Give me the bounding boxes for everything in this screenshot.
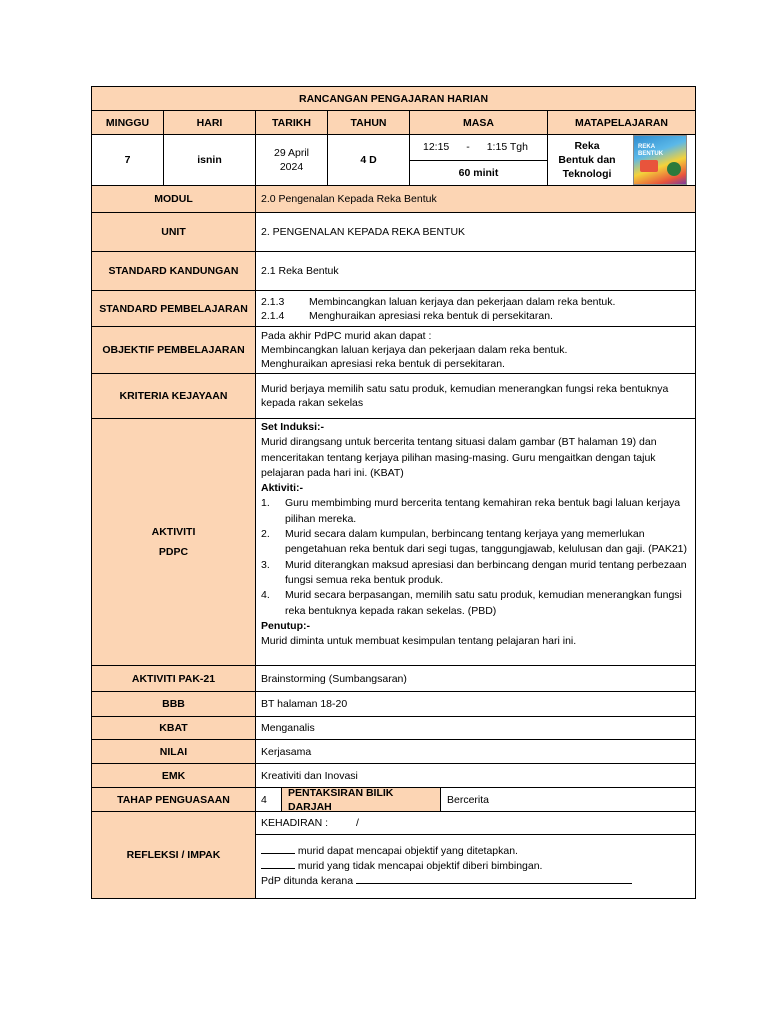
sp-item-code: 2.1.3 [261,295,285,308]
masa-dash: - [466,141,470,154]
row-nilai [92,740,696,764]
aktiviti-heading: Aktiviti:- [261,482,303,495]
kbat-value: Menganalis [256,717,696,740]
tahun-value: 4 D [328,135,410,186]
penutup-text: Murid diminta untuk membuat kesimpulan tentang pelajaran hari ini. [261,635,577,648]
step-number: 3. [261,558,270,571]
bbb-value: BT halaman 18-20 [256,692,696,717]
set-induksi-text: Murid dirangsang untuk bercerita tentang situasi dalam gambar (BT halaman 19) dan menceritakan tentang kerjaya pilihan masing-masing. Guru mengaitkan dengan tajuk pelajaran pada hari ini. (KBAT) [261,436,657,479]
modul-value: 2.0 Pengenalan Kepada Reka Bentuk [256,186,696,213]
row-standard-pembelajaran [92,291,696,327]
refleksi-line2 [261,859,690,874]
refleksi-line1 [261,844,690,859]
step-text: Guru membimbing murd bercerita tentang kemahiran reka bentuk bagi laluan kerjaya pilihan mereka. [285,497,681,525]
info-row-top [92,135,696,161]
kehadiran-slash: / [355,817,359,829]
sp-item-text: Membincangkan laluan kerjaya dan pekerjaan dalam reka bentuk. [309,295,616,308]
tarikh-value [256,135,328,186]
row-kriteria [92,374,696,419]
standard-kandungan-value: 2.1 Reka Bentuk [256,252,696,291]
aktiviti-label-line1: AKTIVITI [151,526,196,538]
objektif-line2: Membincangkan laluan kerjaya dan pekerjaan dalam reka bentuk. [261,344,568,356]
objektif-label: OBJEKTIF PEMBELAJARAN [92,327,256,374]
header-minggu: MINGGU [92,111,164,135]
header-hari: HARI [164,111,256,135]
row-standard-kandungan [92,252,696,291]
kriteria-label: KRITERIA KEJAYAAN [92,374,256,419]
refleksi-label: REFLEKSI / IMPAK [92,812,256,899]
sp-item-code: 2.1.4 [261,309,285,322]
step-text: Murid secara dalam kumpulan, berbincang tentang kerjaya yang memerlukan pengetahuan reka bentuk dari segi tugas, tanggungjawab, kelulusan dan gaji. (PAK21) [285,528,688,556]
aktiviti-label-line2: PDPC [158,546,189,558]
bbb-label: BBB [92,692,256,717]
refleksi-line3-text: PdP ditunda kerana [261,875,354,887]
page-title: RANCANGAN PENGAJARAN HARIAN [92,87,696,111]
sp-item-text: Menghuraikan apresiasi reka bentuk di persekitaran. [309,309,553,322]
masa-duration: 60 minit [410,160,548,186]
step-number: 1. [261,497,270,510]
row-aktiviti [92,419,696,666]
refleksi-notes [256,835,696,899]
refleksi-line2-text: murid yang tidak mencapai objektif diberi bimbingan. [297,860,543,872]
masa-time-cell [410,135,548,161]
refleksi-line3 [261,874,690,889]
row-pak21 [92,666,696,692]
matapelajaran-line3: Teknologi [562,168,612,180]
unit-value: 2. PENGENALAN KEPADA REKA BENTUK [256,213,696,252]
standard-pembelajaran-value [256,291,696,327]
title-row [92,87,696,111]
step-number: 2. [261,528,270,541]
header-tahun: TAHUN [328,111,410,135]
step-number: 4. [261,589,270,602]
kbat-label: KBAT [92,717,256,740]
step-text: Murid diterangkan maksud apresiasi dan berbincang dengan murid tentang perbezaan fungsi semua reka bentuk produk. [285,558,687,586]
refleksi-line1-text: murid dapat mencapai objektif yang ditetapkan. [297,845,518,857]
sp-item [261,295,690,309]
standard-kandungan-label: STANDARD KANDUNGAN [92,252,256,291]
row-objektif [92,327,696,374]
pak21-label: AKTIVITI PAK-21 [92,666,256,692]
sp-item [261,309,690,323]
tahap-label: TAHAP PENGUASAAN [92,788,256,812]
standard-pembelajaran-label: STANDARD PEMBELAJARAN [92,291,256,327]
masa-end: 1:15 Tgh [486,141,528,154]
masa-start: 12:15 [423,141,450,154]
list-item [261,496,690,527]
emk-label: EMK [92,764,256,788]
penutup-heading: Penutup:- [261,619,310,632]
row-emk [92,764,696,788]
objektif-value [256,327,696,374]
row-unit [92,213,696,252]
minggu-value: 7 [92,135,164,186]
kehadiran-cell [256,812,696,835]
modul-label: MODUL [92,186,256,213]
list-item [261,558,690,589]
unit-label: UNIT [92,213,256,252]
pbd-label: PENTAKSIRAN BILIK DARJAH [282,788,441,811]
kriteria-value: Murid berjaya memilih satu satu produk, kemudian menerangkan fungsi reka bentuknya kepada rakan sekelas [256,374,696,419]
matapelajaran-value [556,139,618,181]
kehadiran-label: KEHADIRAN : [261,817,329,829]
aktiviti-label [92,419,256,666]
hari-value: isnin [164,135,256,186]
header-tarikh: TARIKH [256,111,328,135]
tahap-value: 4 [256,788,282,811]
header-row [92,111,696,135]
pak21-value: Brainstorming (Sumbangsaran) [256,666,696,692]
list-item [261,527,690,558]
lesson-plan-table [91,86,696,899]
matapelajaran-cell [548,135,696,186]
row-refleksi-top [92,812,696,835]
row-bbb [92,692,696,717]
row-tahap [92,788,696,812]
step-text: Murid secara berpasangan, memilih satu satu produk, kemudian menerangkan fungsi reka bentuknya kepada rakan sekelas. (PBD) [285,589,682,617]
tarikh-line2: 2024 [279,161,304,173]
matapelajaran-line2: Bentuk dan [558,154,616,166]
emk-value: Kreativiti dan Inovasi [256,764,696,788]
header-masa: MASA [410,111,548,135]
set-induksi-heading: Set Induksi:- [261,421,325,433]
tarikh-line1: 29 April [273,147,310,159]
row-modul [92,186,696,213]
nilai-label: NILAI [92,740,256,764]
aktiviti-value [256,419,696,666]
tahap-cell [256,788,696,812]
textbook-cover-icon: REKA BENTUK [633,135,687,185]
lesson-plan-sheet [91,86,695,899]
row-kbat [92,717,696,740]
pbd-value: Bercerita [447,793,490,806]
list-item [261,588,690,619]
header-matapelajaran: MATAPELAJARAN [548,111,696,135]
objektif-line3: Menghuraikan apresiasi reka bentuk di persekitaran. [261,358,505,370]
objektif-line1: Pada akhir PdPC murid akan dapat : [261,330,432,342]
nilai-value: Kerjasama [256,740,696,764]
aktiviti-steps [261,496,690,618]
matapelajaran-line1: Reka [574,140,600,152]
